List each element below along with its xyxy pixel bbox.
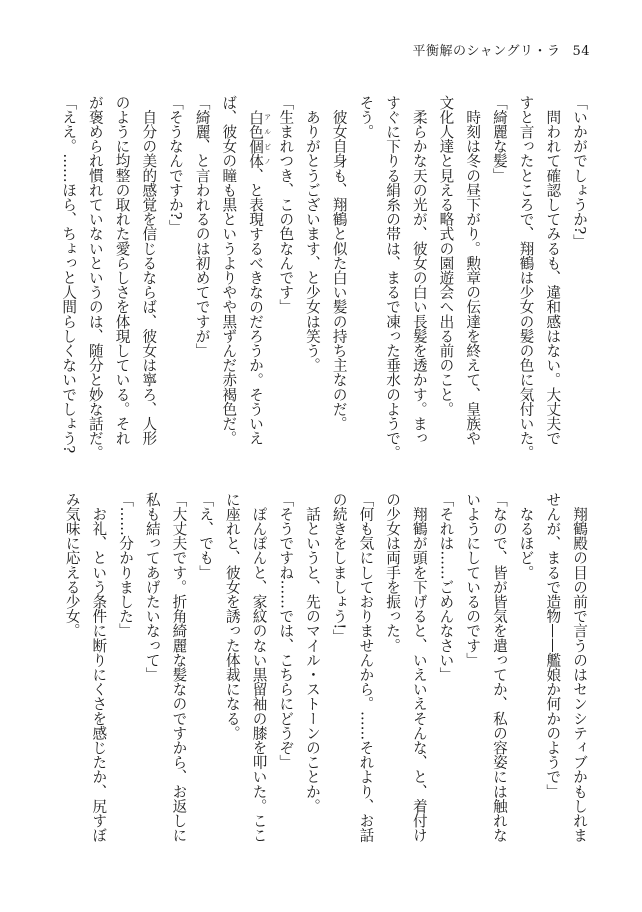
text-line: 自分の美的感覚を信じるならば、彼女は寧ろ、人形 bbox=[140, 95, 158, 446]
text-line: 「いかがでしょうか?」 bbox=[571, 95, 588, 249]
text-line: なるほど。 bbox=[517, 492, 535, 580]
text-line: 彼女自身も、翔鶴と似た白い髪の持ち主なのだ。 bbox=[330, 95, 348, 431]
text-line: に座れと、彼女を誘った体裁になる。 bbox=[223, 492, 241, 741]
text-line: 問われて確認してみるも、違和感はない。大丈夫で bbox=[544, 95, 562, 446]
text-line: お礼、という条件に断りにくさを感じたか、尻すぼ bbox=[90, 492, 108, 843]
text-line: 「綺麗な髪」 bbox=[490, 95, 508, 183]
text-line: 「そうですね……では、こちらにどうぞ」 bbox=[277, 492, 295, 770]
page-number: 54 bbox=[572, 44, 590, 59]
text-line: 「何も気にしておりませんから。……それより、お話 bbox=[357, 492, 375, 843]
text-line: 翔鶴が頭を下げると、いえいえそんな、と、着付け bbox=[410, 492, 428, 843]
ruby-text: アルビノ bbox=[263, 109, 272, 169]
text-line: 「それは……ごめんなさい」 bbox=[437, 492, 455, 682]
indent bbox=[247, 95, 264, 110]
text-line: み気味に応える少女。 bbox=[63, 492, 81, 638]
book-title: 平衡解のシャングリ・ラ bbox=[412, 44, 561, 59]
text-line: いようにしているのです」 bbox=[464, 492, 482, 668]
text-line: 「大丈夫です。折角綺麗な髪なのですから、お返しに bbox=[170, 492, 188, 843]
text-line: 「え、でも」 bbox=[197, 492, 215, 580]
text-line: 時刻は冬の昼下がり。勲章の伝達を終えて、皇族や bbox=[464, 95, 482, 446]
text-line: 文化人達と見える略式の園遊会へ出る前のこと。 bbox=[437, 95, 455, 417]
text-after-ruby: 、と表現するべきなのだろうか。そういえ bbox=[247, 168, 265, 446]
text-line: の続きをしましょう!」 bbox=[330, 492, 348, 644]
text-line: のように均整の取れた愛らしさを体現している。それ bbox=[113, 95, 131, 446]
running-header bbox=[412, 40, 590, 59]
text-line: 「ええ。……ほら、ちょっと人間らしくないでしょう? bbox=[60, 95, 78, 454]
text-line: が褒められ慣れていないというのは、随分と妙な話だ。 bbox=[86, 95, 104, 460]
text-line: 話というと、先のマイル・ストーンのことか。 bbox=[303, 492, 321, 814]
text-line: 柔らかな天の光が、彼女の白い長髪を透かす。まっ bbox=[410, 95, 428, 446]
text-line: 「そうなんですか?」 bbox=[166, 95, 184, 235]
upper-text-block bbox=[58, 95, 592, 467]
text-line-with-ruby bbox=[241, 95, 271, 467]
text-line: の少女は両手を振った。 bbox=[384, 492, 402, 653]
ruby-base: 白色個体 bbox=[247, 109, 265, 169]
text-line: ありがとうございます、と少女は笑う。 bbox=[303, 95, 321, 373]
text-line: 「綺麗、と言われるのは初めてですが」 bbox=[193, 95, 211, 358]
ruby-annotation bbox=[247, 109, 272, 169]
text-line: そう。 bbox=[357, 95, 375, 139]
text-line: 翔鶴殿の目の前で言うのはセンシティブかもしれま bbox=[571, 492, 588, 843]
text-line: 「……分かりました」 bbox=[117, 492, 135, 638]
text-line: 「生まれつき、この色なんです」 bbox=[277, 95, 295, 314]
text-line: すぐに下りる絹糸の帯は、まるで凍った垂水のようで。 bbox=[384, 95, 402, 460]
text-line: ぽんぽんと、家紋のない黒留袖の膝を叩いた。ここ bbox=[250, 492, 268, 843]
text-line: 「なので、皆が皆気を遣ってか、私の容姿には触れな bbox=[490, 492, 508, 843]
text-line: 私も結ってあげたいなって」 bbox=[143, 492, 161, 682]
lower-text-block bbox=[58, 492, 592, 864]
text-line: すと言ったところで、翔鶴は少女の髪の色に気付いた。 bbox=[517, 95, 535, 460]
text-line: ば、彼女の瞳も黒というよりやや黒ずんだ赤褐色だ。 bbox=[220, 95, 238, 446]
text-line: せんが、まるで造物——艦娘か何かのようで」 bbox=[544, 492, 562, 799]
